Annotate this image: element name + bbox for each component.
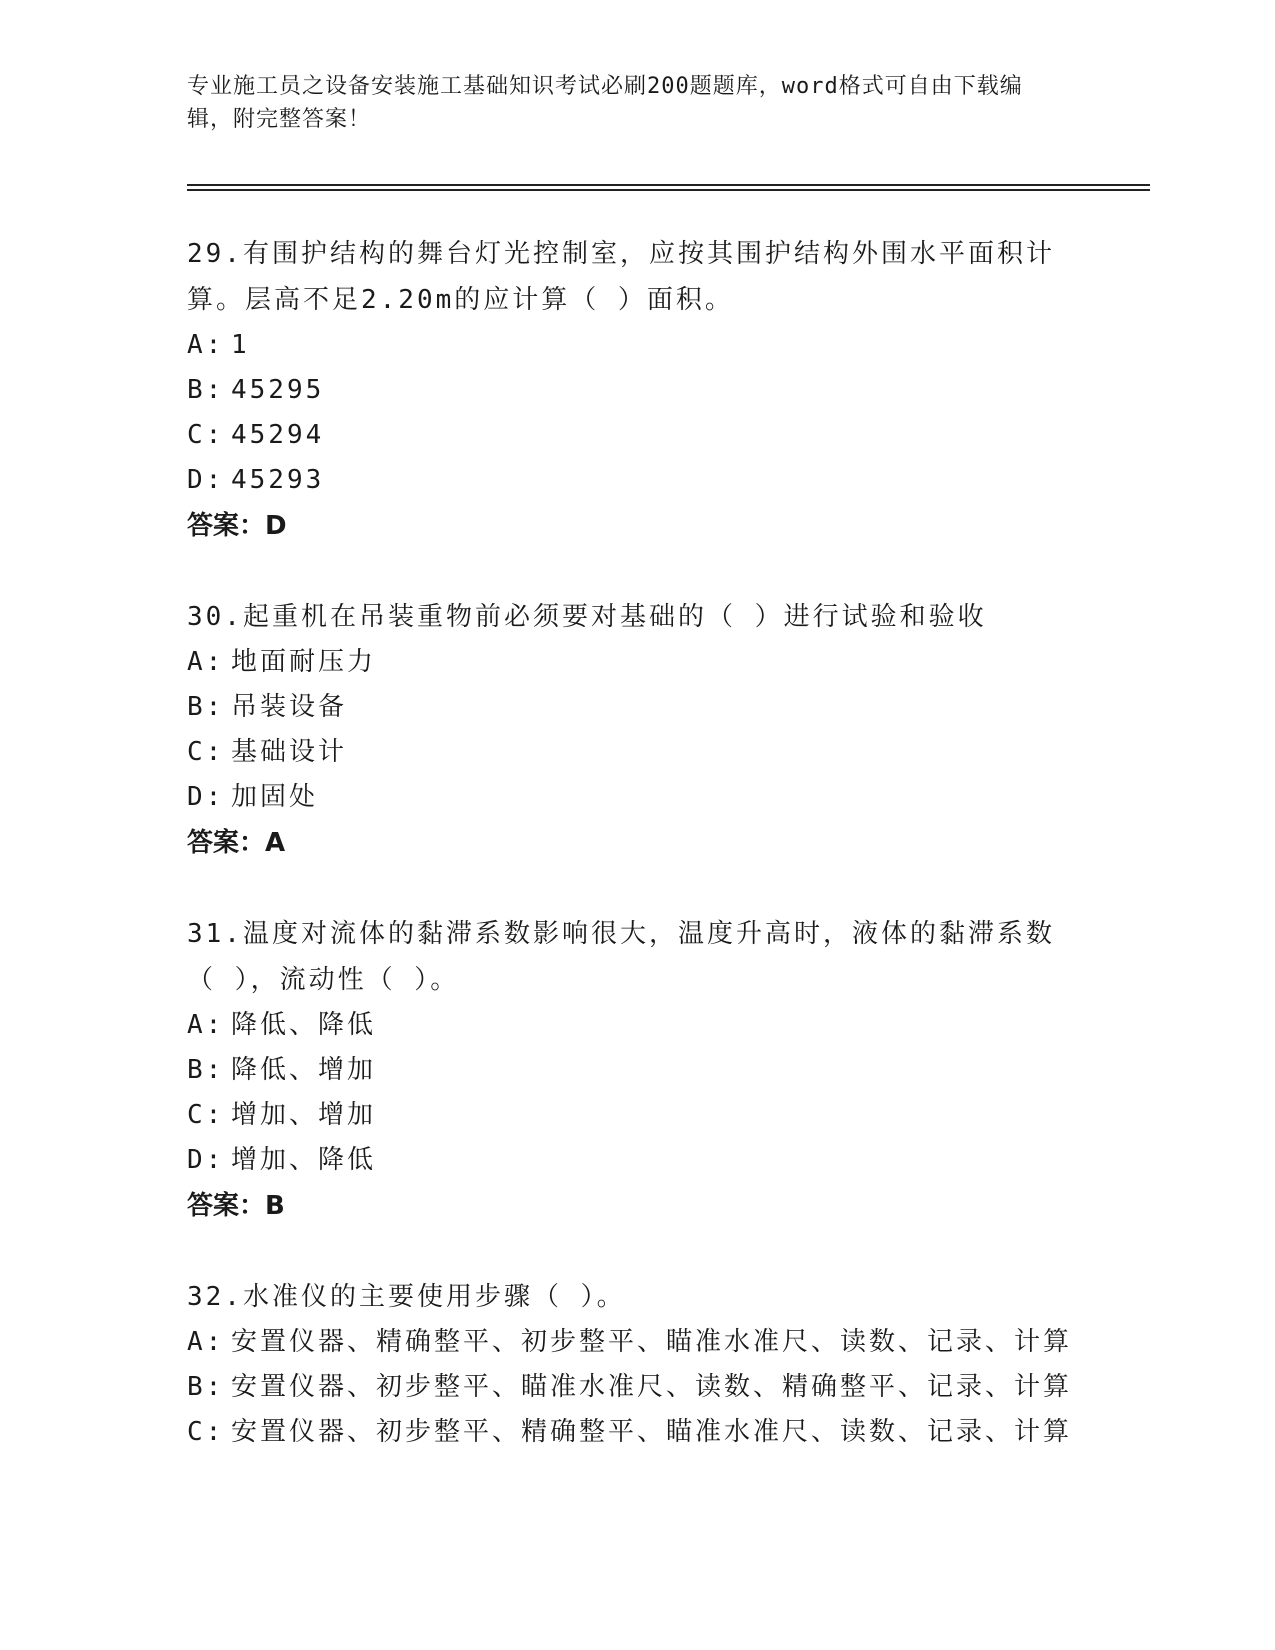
question-stem: 32.水准仪的主要使用步骤（ ）。 <box>187 1282 626 1312</box>
option-letter: A: <box>187 1010 225 1040</box>
option-letter: A: <box>187 647 225 677</box>
option-c <box>187 730 1147 775</box>
option-letter: D: <box>187 465 225 495</box>
option-letter: A: <box>187 330 225 360</box>
option-letter: B: <box>187 692 225 722</box>
document-page <box>187 70 1147 1500</box>
option-b <box>187 685 1147 730</box>
header-divider <box>187 184 1150 191</box>
option-letter: D: <box>187 1145 225 1175</box>
option-b <box>187 1365 1147 1410</box>
option-d <box>187 775 1147 820</box>
option-text: 45293 <box>231 465 325 495</box>
option-text: 吊装设备 <box>231 692 348 722</box>
question-list <box>187 231 1147 1455</box>
option-text: 加固处 <box>231 782 319 812</box>
option-letter: A: <box>187 1327 225 1357</box>
option-letter: B: <box>187 1055 225 1085</box>
answer-label: 答案：D <box>187 511 287 541</box>
option-letter: C: <box>187 737 225 767</box>
option-letter: C: <box>187 1100 225 1130</box>
option-text: 45294 <box>231 420 325 450</box>
question-31 <box>187 911 1147 1229</box>
option-b <box>187 1048 1147 1093</box>
option-d <box>187 458 1147 503</box>
option-text: 安置仪器、初步整平、精确整平、瞄准水准尺、读数、记录、计算 <box>231 1417 1073 1447</box>
question-32 <box>187 1274 1147 1455</box>
question-30 <box>187 594 1147 866</box>
option-c <box>187 413 1147 458</box>
option-text: 安置仪器、初步整平、瞄准水准尺、读数、精确整平、记录、计算 <box>231 1372 1073 1402</box>
answer-label: 答案：A <box>187 828 286 858</box>
option-text: 安置仪器、精确整平、初步整平、瞄准水准尺、读数、记录、计算 <box>231 1327 1073 1357</box>
answer-label: 答案：B <box>187 1191 285 1221</box>
option-c <box>187 1093 1147 1138</box>
question-stem: 30.起重机在吊装重物前必须要对基础的（ ）进行试验和验收 <box>187 602 987 632</box>
option-text: 降低、降低 <box>231 1010 377 1040</box>
option-letter: B: <box>187 1372 225 1402</box>
option-letter: D: <box>187 782 225 812</box>
question-29 <box>187 231 1147 549</box>
question-stem: 31.温度对流体的黏滞系数影响很大，温度升高时，液体的黏滞系数（ ），流动性（ ）。 <box>187 919 1055 995</box>
option-b <box>187 368 1147 413</box>
option-text: 基础设计 <box>231 737 348 767</box>
option-text: 地面耐压力 <box>231 647 377 677</box>
option-text: 增加、降低 <box>231 1145 377 1175</box>
option-d <box>187 1138 1147 1183</box>
option-letter: C: <box>187 1417 225 1447</box>
option-a <box>187 640 1147 685</box>
option-a <box>187 323 1147 368</box>
option-a <box>187 1003 1147 1048</box>
document-header: 专业施工员之设备安装施工基础知识考试必刷200题题库，word格式可自由下载编辑，附完整答案！ <box>187 74 1023 132</box>
option-text: 增加、增加 <box>231 1100 377 1130</box>
option-letter: C: <box>187 420 225 450</box>
option-letter: B: <box>187 375 225 405</box>
option-text: 降低、增加 <box>231 1055 377 1085</box>
option-text: 1 <box>231 330 250 360</box>
option-text: 45295 <box>231 375 325 405</box>
question-stem: 29.有围护结构的舞台灯光控制室，应按其围护结构外围水平面积计算。层高不足2.20m的应计算（ ）面积。 <box>187 239 1055 315</box>
option-c <box>187 1410 1147 1455</box>
option-a <box>187 1320 1147 1365</box>
